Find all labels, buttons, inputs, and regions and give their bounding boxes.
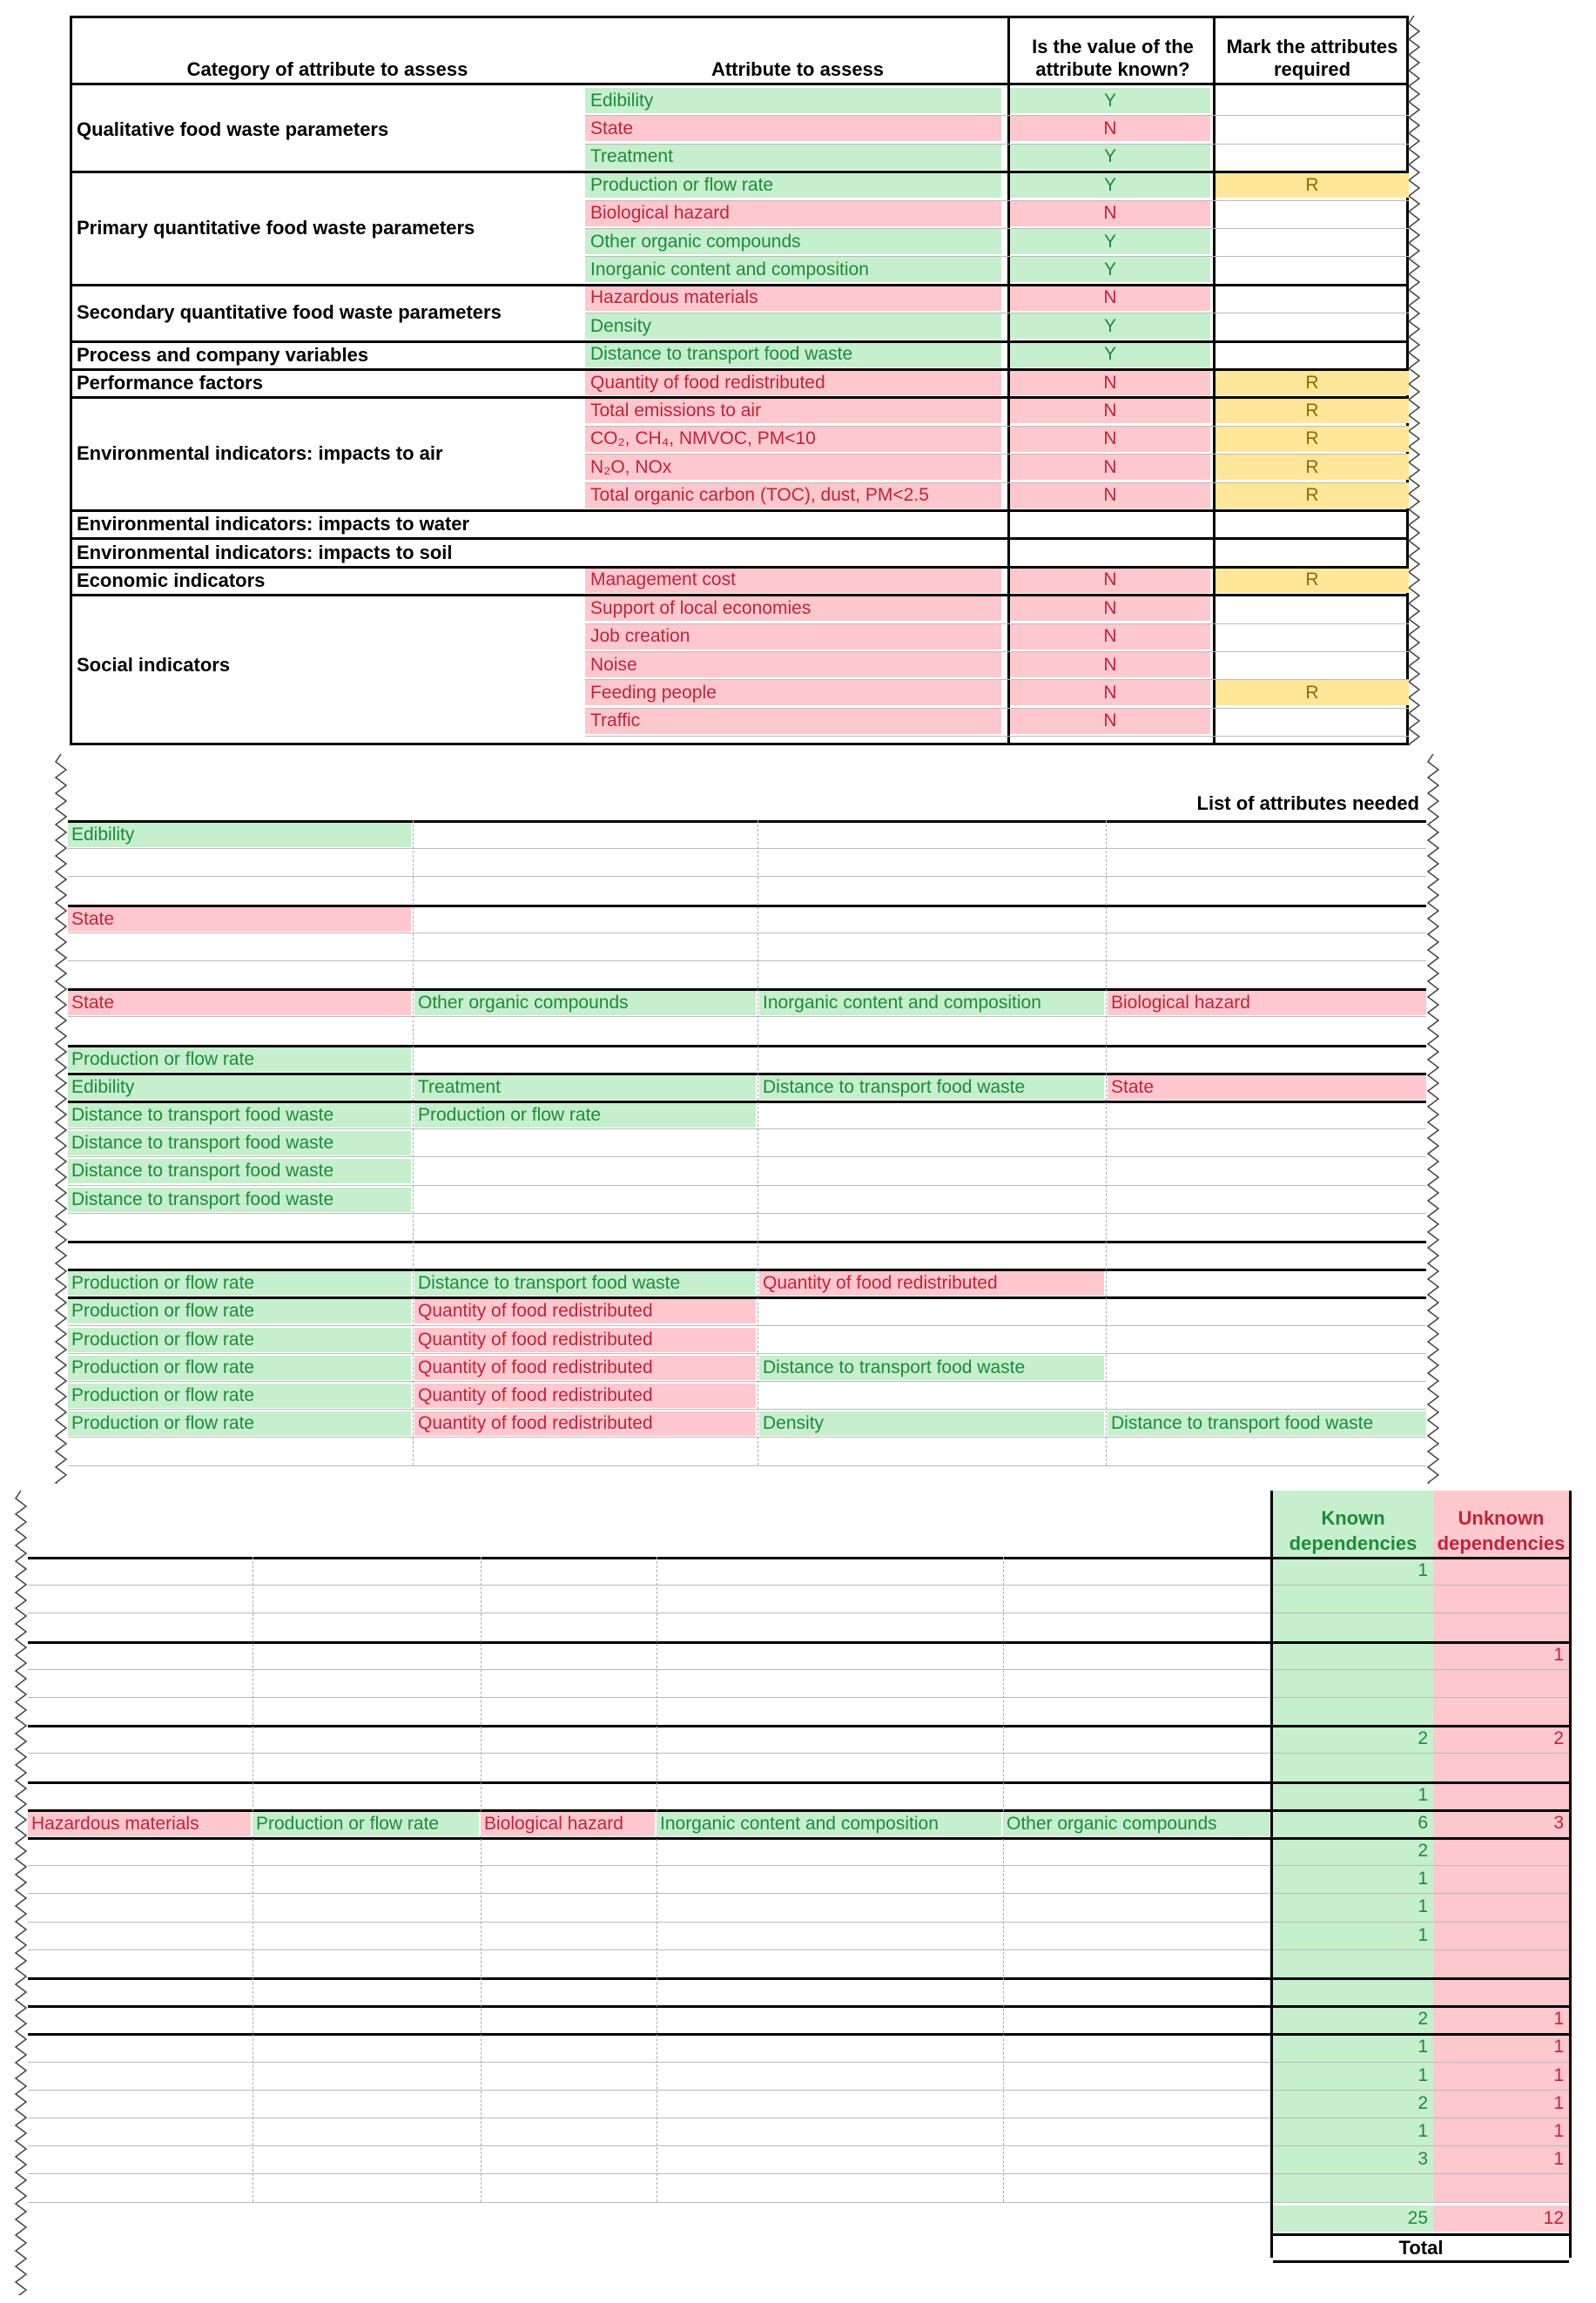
known-value: N bbox=[1010, 201, 1210, 226]
attribute-row bbox=[70, 370, 1409, 396]
category-label: Qualitative food waste parameters bbox=[77, 118, 389, 140]
required-mark[interactable] bbox=[1216, 88, 1409, 113]
needed-attribute-cell: State bbox=[1108, 1075, 1426, 1100]
attribute-row bbox=[70, 624, 1409, 650]
known-value: N bbox=[1010, 624, 1210, 650]
table-header bbox=[70, 16, 1409, 85]
known-value: N bbox=[1010, 680, 1210, 705]
needed-attribute-cell: Treatment bbox=[414, 1075, 756, 1100]
needed-attribute-cell: Distance to transport food waste bbox=[68, 1188, 411, 1212]
attribute-name: State bbox=[585, 116, 1001, 141]
unknown-count: 1 bbox=[1553, 2121, 1564, 2141]
unknown-count: 3 bbox=[1553, 1812, 1564, 1833]
needed-attribute-cell: Production or flow rate bbox=[68, 1356, 411, 1380]
category-label: Secondary quantitative food waste parameters bbox=[77, 301, 502, 324]
attribute-name: Hazardous materials bbox=[585, 286, 1001, 311]
known-value: Y bbox=[1010, 145, 1210, 170]
known-count: 2 bbox=[1418, 1728, 1428, 1749]
needed-attribute-cell: Production or flow rate bbox=[68, 1047, 411, 1072]
attribute-name: Edibility bbox=[585, 88, 1001, 113]
known-value: N bbox=[1010, 709, 1210, 734]
known-value: N bbox=[1010, 455, 1210, 480]
torn-edge bbox=[1426, 754, 1440, 1484]
required-mark[interactable] bbox=[1216, 286, 1409, 311]
dependencies-table bbox=[14, 1491, 1581, 2295]
required-mark[interactable]: R bbox=[1216, 172, 1409, 198]
grid-line bbox=[68, 1016, 1426, 1017]
category-label: Environmental indicators: impacts to soil bbox=[77, 541, 453, 563]
attribute-name: Production or flow rate bbox=[585, 172, 1001, 198]
grid-line bbox=[68, 1409, 1426, 1410]
required-mark[interactable] bbox=[1216, 652, 1409, 677]
needed-attribute-cell: Distance to transport food waste bbox=[68, 1131, 411, 1155]
required-mark[interactable] bbox=[1216, 201, 1409, 226]
header-category: Category of attribute to assess bbox=[186, 57, 468, 80]
dependency-attribute-cell: Hazardous materials bbox=[28, 1812, 251, 1836]
known-count: 3 bbox=[1418, 2149, 1428, 2170]
attribute-name: Feeding people bbox=[585, 680, 1001, 705]
required-mark[interactable]: R bbox=[1216, 427, 1409, 452]
attribute-name: Total organic carbon (TOC), dust, PM<2.5 bbox=[585, 483, 1001, 508]
needed-attribute-cell: Distance to transport food waste bbox=[68, 1159, 411, 1183]
grid-line bbox=[585, 736, 1409, 737]
total-label: Total bbox=[1273, 2233, 1569, 2263]
grid-line bbox=[68, 1437, 1426, 1438]
col-divider bbox=[1003, 1557, 1004, 2202]
attribute-name: Noise bbox=[585, 652, 1001, 677]
attribute-row bbox=[70, 596, 1409, 622]
known-value: N bbox=[1010, 286, 1210, 311]
needed-attribute-cell: Quantity of food redistributed bbox=[414, 1384, 756, 1408]
known-count: 1 bbox=[1418, 2064, 1428, 2085]
needed-attribute-cell: Quantity of food redistributed bbox=[759, 1271, 1104, 1296]
needed-attribute-cell: Production or flow rate bbox=[68, 1271, 411, 1296]
unknown-count bbox=[1433, 1894, 1569, 1920]
category-label: Environmental indicators: impacts to water bbox=[77, 513, 470, 535]
grid-line bbox=[68, 1128, 1426, 1129]
unknown-count bbox=[1433, 1838, 1569, 1864]
required-mark[interactable] bbox=[1216, 116, 1409, 141]
grid-line bbox=[28, 2202, 1569, 2203]
required-mark[interactable]: R bbox=[1216, 455, 1409, 480]
torn-edge bbox=[1407, 16, 1421, 745]
known-count: 2 bbox=[1418, 1841, 1428, 1861]
required-mark[interactable] bbox=[1216, 342, 1409, 367]
dependency-attribute-cell: Inorganic content and composition bbox=[657, 1812, 1001, 1836]
needed-attribute-cell: Other organic compounds bbox=[414, 991, 756, 1015]
attribute-name: Distance to transport food waste bbox=[585, 342, 1001, 367]
attribute-name: Biological hazard bbox=[585, 201, 1001, 226]
unknown-count: 1 bbox=[1553, 2149, 1564, 2170]
known-count: 1 bbox=[1418, 1869, 1428, 1889]
required-mark[interactable]: R bbox=[1216, 680, 1409, 705]
needed-attribute-cell: Distance to transport food waste bbox=[68, 1103, 411, 1128]
known-value: Y bbox=[1010, 257, 1210, 282]
unknown-count: 1 bbox=[1553, 2092, 1564, 2113]
known-value: N bbox=[1010, 370, 1210, 395]
known-value: N bbox=[1010, 483, 1210, 508]
required-mark[interactable] bbox=[1216, 257, 1409, 282]
known-value: N bbox=[1010, 427, 1210, 452]
known-value: N bbox=[1010, 652, 1210, 677]
total-unknown: 12 bbox=[1433, 2205, 1569, 2232]
attribute-row bbox=[70, 680, 1409, 706]
known-count: 6 bbox=[1418, 1812, 1428, 1833]
header-required: Mark the attributes required bbox=[1226, 36, 1398, 80]
needed-attribute-cell: Edibility bbox=[68, 1075, 411, 1100]
attribute-row bbox=[70, 709, 1409, 735]
needed-attribute-cell: Quantity of food redistributed bbox=[414, 1299, 756, 1323]
needed-attribute-cell: Production or flow rate bbox=[414, 1103, 756, 1128]
category-label: Primary quantitative food waste parameters bbox=[77, 216, 475, 239]
required-mark[interactable]: R bbox=[1216, 483, 1409, 508]
dependency-attribute-cell: Other organic compounds bbox=[1003, 1812, 1269, 1836]
needed-attribute-cell: Production or flow rate bbox=[68, 1411, 411, 1436]
grid-line bbox=[68, 960, 1426, 961]
known-count bbox=[1273, 1642, 1433, 1668]
known-value: Y bbox=[1010, 88, 1210, 113]
grid-line bbox=[68, 1213, 1426, 1214]
grid-line bbox=[68, 1156, 1426, 1157]
attribute-name: Total emissions to air bbox=[585, 398, 1001, 423]
unknown-count bbox=[1433, 1558, 1569, 1584]
grid-line bbox=[28, 1585, 1569, 1586]
known-value: N bbox=[1010, 398, 1210, 423]
required-mark[interactable]: R bbox=[1216, 568, 1409, 593]
known-value: N bbox=[1010, 568, 1210, 593]
unknown-count: 1 bbox=[1553, 2009, 1564, 2030]
unknown-dependencies-header: Unknown dependencies bbox=[1437, 1507, 1566, 1554]
attribute-name: Other organic compounds bbox=[585, 229, 1001, 254]
category-label: Social indicators bbox=[77, 654, 231, 677]
unknown-count bbox=[1433, 1866, 1569, 1892]
category-divider bbox=[70, 566, 1409, 569]
required-mark[interactable]: R bbox=[1216, 398, 1409, 423]
total-known: 25 bbox=[1273, 2205, 1433, 2232]
grid-line bbox=[68, 1185, 1426, 1186]
needed-attribute-cell: Inorganic content and composition bbox=[759, 991, 1104, 1015]
known-count: 2 bbox=[1418, 2009, 1428, 2030]
unknown-count bbox=[1433, 1923, 1569, 1949]
needed-attribute-cell: Production or flow rate bbox=[68, 1328, 411, 1352]
needed-attribute-cell: Production or flow rate bbox=[68, 1299, 411, 1323]
attribute-row bbox=[70, 568, 1409, 594]
known-value: N bbox=[1010, 116, 1210, 141]
grid-line bbox=[68, 1465, 1426, 1466]
attribute-name: Support of local economies bbox=[585, 596, 1001, 621]
required-mark[interactable] bbox=[1216, 229, 1409, 254]
unknown-count: 1 bbox=[1553, 2037, 1564, 2057]
required-mark[interactable] bbox=[1216, 624, 1409, 650]
required-mark[interactable]: R bbox=[1216, 370, 1409, 395]
needed-attribute-cell: Quantity of food redistributed bbox=[414, 1328, 756, 1352]
attribute-name: Density bbox=[585, 313, 1001, 339]
required-mark[interactable] bbox=[1216, 145, 1409, 170]
torn-edge bbox=[14, 1491, 28, 2295]
attribute-name: Management cost bbox=[585, 568, 1001, 593]
known-value: Y bbox=[1010, 229, 1210, 254]
grid-line bbox=[68, 1241, 1426, 1243]
grid-line bbox=[68, 1325, 1426, 1326]
known-count: 2 bbox=[1418, 2092, 1428, 2113]
attribute-assessment-table bbox=[70, 16, 1419, 745]
col-divider bbox=[413, 820, 414, 1465]
needed-attribute-cell: Distance to transport food waste bbox=[414, 1271, 756, 1296]
grid-line bbox=[68, 848, 1426, 849]
needed-attribute-cell: Distance to transport food waste bbox=[759, 1356, 1104, 1380]
known-count: 1 bbox=[1418, 2121, 1428, 2141]
dependency-attribute-cell: Biological hazard bbox=[481, 1812, 655, 1836]
unknown-count: 1 bbox=[1553, 2064, 1564, 2085]
attribute-name: Quantity of food redistributed bbox=[585, 370, 1001, 395]
known-value: N bbox=[1010, 596, 1210, 621]
needed-attribute-cell: Distance to transport food waste bbox=[1108, 1411, 1426, 1436]
category-label: Performance factors bbox=[77, 372, 263, 394]
grid-line bbox=[28, 1697, 1569, 1698]
grid-line bbox=[28, 1753, 1569, 1754]
attributes-needed-table bbox=[54, 754, 1438, 1484]
category-label: Economic indicators bbox=[77, 569, 266, 591]
unknown-count: 1 bbox=[1553, 1644, 1564, 1665]
known-value: Y bbox=[1010, 342, 1210, 367]
known-count: 1 bbox=[1418, 1784, 1428, 1805]
grid-line bbox=[68, 876, 1426, 877]
attribute-name: Traffic bbox=[585, 709, 1001, 734]
required-mark[interactable] bbox=[1216, 313, 1409, 339]
known-dependencies-header: Known dependencies bbox=[1289, 1507, 1418, 1554]
known-count: 1 bbox=[1418, 1896, 1428, 1917]
needed-attribute-cell: State bbox=[68, 907, 411, 932]
attribute-row bbox=[70, 652, 1409, 678]
needed-attribute-cell: State bbox=[68, 991, 411, 1015]
category-divider bbox=[70, 594, 1409, 596]
needed-attribute-cell: Quantity of food redistributed bbox=[414, 1411, 756, 1436]
grid-line bbox=[28, 1949, 1569, 1950]
needed-attribute-cell: Density bbox=[759, 1411, 1104, 1436]
known-count: 1 bbox=[1418, 2037, 1428, 2057]
needed-attribute-cell: Distance to transport food waste bbox=[759, 1075, 1104, 1100]
category-divider bbox=[70, 368, 1409, 371]
known-value: Y bbox=[1010, 172, 1210, 198]
attribute-name: N₂O, NOx bbox=[585, 455, 1001, 480]
dependency-attribute-cell: Production or flow rate bbox=[253, 1812, 479, 1836]
col-divider bbox=[1569, 1491, 1572, 2258]
grid-line bbox=[28, 1669, 1569, 1670]
category-label: Environmental indicators: impacts to air bbox=[77, 442, 443, 465]
grid-line bbox=[28, 2173, 1569, 2174]
known-value: Y bbox=[1010, 313, 1210, 339]
category-label: Process and company variables bbox=[77, 343, 369, 366]
header-attribute: Attribute to assess bbox=[710, 57, 885, 80]
needed-attribute-cell: Biological hazard bbox=[1108, 991, 1426, 1015]
needed-attribute-cell: Edibility bbox=[68, 823, 411, 847]
grid-line bbox=[68, 1353, 1426, 1354]
needed-attribute-cell: Quantity of food redistributed bbox=[414, 1356, 756, 1380]
attribute-name: Inorganic content and composition bbox=[585, 257, 1001, 282]
known-count: 1 bbox=[1418, 1924, 1428, 1945]
required-mark[interactable] bbox=[1216, 596, 1409, 621]
col-divider bbox=[1106, 820, 1107, 1465]
known-count: 1 bbox=[1418, 1560, 1428, 1580]
required-mark[interactable] bbox=[1216, 709, 1409, 734]
torn-edge bbox=[54, 754, 68, 1484]
unknown-count bbox=[1433, 1782, 1569, 1808]
header-known: Is the value of the attribute known? bbox=[1032, 36, 1194, 80]
attribute-name: Job creation bbox=[585, 624, 1001, 650]
grid-line bbox=[28, 1977, 1569, 1980]
attribute-name: CO₂, CH₄, NMVOC, PM<10 bbox=[585, 427, 1001, 452]
unknown-count: 2 bbox=[1553, 1728, 1564, 1749]
attribute-name: Treatment bbox=[585, 145, 1001, 170]
attributes-needed-title: List of attributes needed bbox=[1196, 792, 1419, 814]
needed-attribute-cell: Production or flow rate bbox=[68, 1384, 411, 1408]
grid-line bbox=[68, 1381, 1426, 1382]
